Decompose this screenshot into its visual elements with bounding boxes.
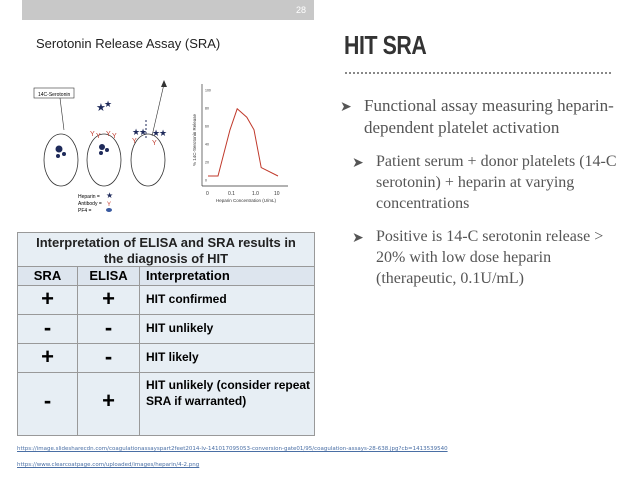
title-divider <box>345 72 611 74</box>
release-curve <box>208 109 278 176</box>
star-icon: ★ <box>132 127 141 137</box>
table-header-row <box>18 267 314 286</box>
legend-pf4: PF4 = <box>78 208 92 214</box>
cell-sra: + <box>18 344 78 372</box>
star-icon: ★ <box>152 128 161 138</box>
star-icon: ★ <box>159 128 168 138</box>
table-title-line1: Interpretation of ELISA and SRA results in <box>36 235 296 250</box>
table-title <box>18 233 314 267</box>
bullet-item <box>340 95 630 139</box>
x-tick-label: 1.0 <box>252 191 259 197</box>
y-tick-label: 60 <box>205 124 209 129</box>
sra-figure <box>30 56 310 221</box>
platelet-cell-icon <box>87 134 121 186</box>
release-arrow-head <box>161 80 167 87</box>
source-link-2[interactable]: https://www.clearcoatpage.com/uploaded/images/heparin/4-2.png <box>17 462 200 468</box>
star-icon: ★ <box>139 127 148 137</box>
slide-title: HIT SRA <box>344 30 427 60</box>
y-tick-label: 100 <box>205 88 211 93</box>
table-row <box>18 373 314 435</box>
sub-bullet-item <box>352 226 630 289</box>
legend-heparin: Heparin = <box>78 194 100 200</box>
table-row <box>18 344 314 373</box>
y-axis-label: % 14C-Serotonin Release <box>192 113 197 166</box>
cell-interpretation: HIT likely <box>146 350 199 364</box>
y-tick-label: 40 <box>205 142 209 147</box>
cell-elisa: - <box>78 344 140 372</box>
arrow-bullet-icon: ➤ <box>340 100 352 115</box>
cell-elisa: + <box>78 286 140 314</box>
sub-bullet-text: Positive is 14-C serotonin release > 20% with low dose heparin (therapeutic, 0.1U/mL) <box>376 228 604 287</box>
platelet-cell-icon <box>44 134 78 186</box>
sra-chart <box>192 84 288 203</box>
sub-bullet-text: Patient serum + donor platelets (14-C serotonin) + heparin at varying concentrations <box>376 153 617 212</box>
granule-icon <box>62 152 66 156</box>
header-elisa: ELISA <box>78 267 140 285</box>
pf4-icon <box>106 208 112 212</box>
cell-elisa: - <box>78 315 140 343</box>
header-interpretation: Interpretation <box>146 268 230 283</box>
cell-interpretation: HIT unlikely (consider repeat SRA if warranted) <box>146 378 311 408</box>
y-tick-label: 0 <box>205 178 207 183</box>
antibody-icon: Y <box>107 202 112 208</box>
cell-interpretation: HIT confirmed <box>146 292 227 306</box>
slide-header-bar <box>22 0 314 20</box>
serotonin-label: 14C-Serotonin <box>38 92 71 98</box>
star-icon: ★ <box>96 102 106 114</box>
cell-sra: - <box>18 315 78 343</box>
cell-sra: - <box>18 373 78 435</box>
table-title-line2: the diagnosis of HIT <box>103 251 229 266</box>
granule-icon <box>99 144 105 150</box>
bullet-list <box>340 95 630 289</box>
header-sra: SRA <box>18 267 78 285</box>
granule-icon <box>99 151 103 155</box>
sra-figure-title: Serotonin Release Assay (SRA) <box>36 36 221 51</box>
x-tick-label: 10 <box>274 191 280 197</box>
arrow-bullet-icon: ➤ <box>352 156 364 171</box>
star-icon: ★ <box>106 191 114 200</box>
granule-icon <box>56 146 63 153</box>
granule-icon <box>56 154 60 158</box>
star-icon: ★ <box>104 99 113 109</box>
antibody-icon: Y <box>132 138 137 145</box>
x-tick-label: 0 <box>206 191 209 197</box>
arrow-bullet-icon: ➤ <box>352 231 364 246</box>
page-number: 28 <box>295 5 306 15</box>
cell-elisa: + <box>78 373 140 435</box>
antibody-icon: Y <box>96 133 101 140</box>
y-tick-label: 80 <box>205 106 209 111</box>
x-tick-label: 0.1 <box>228 191 235 197</box>
table-row <box>18 315 314 344</box>
granule-icon <box>105 148 109 152</box>
antibody-icon: Y <box>90 131 95 138</box>
cell-interpretation: HIT unlikely <box>146 321 214 335</box>
table-row <box>18 286 314 315</box>
cell-sra: + <box>18 286 78 314</box>
antibody-icon: Y <box>106 131 111 138</box>
source-link-1[interactable]: https://image.slidesharecdn.com/coagulationassayspart2feet2014-lv-141017095053-conversion-gate01/95/coagulation-assays-28-638.jpg?cb=1413539540 <box>17 446 448 452</box>
sub-bullet-item <box>352 151 630 214</box>
legend-antibody: Antibody = <box>78 201 102 207</box>
bullet-text: Functional assay measuring heparin-dependent platelet activation <box>364 96 614 137</box>
antibody-icon: Y <box>112 133 117 140</box>
elisa-sra-table <box>17 232 315 436</box>
x-axis-label: Heparin Concentration (U/mL) <box>216 198 277 203</box>
label-pointer <box>60 98 64 130</box>
y-tick-label: 20 <box>205 160 209 165</box>
antibody-icon: Y <box>152 140 157 147</box>
